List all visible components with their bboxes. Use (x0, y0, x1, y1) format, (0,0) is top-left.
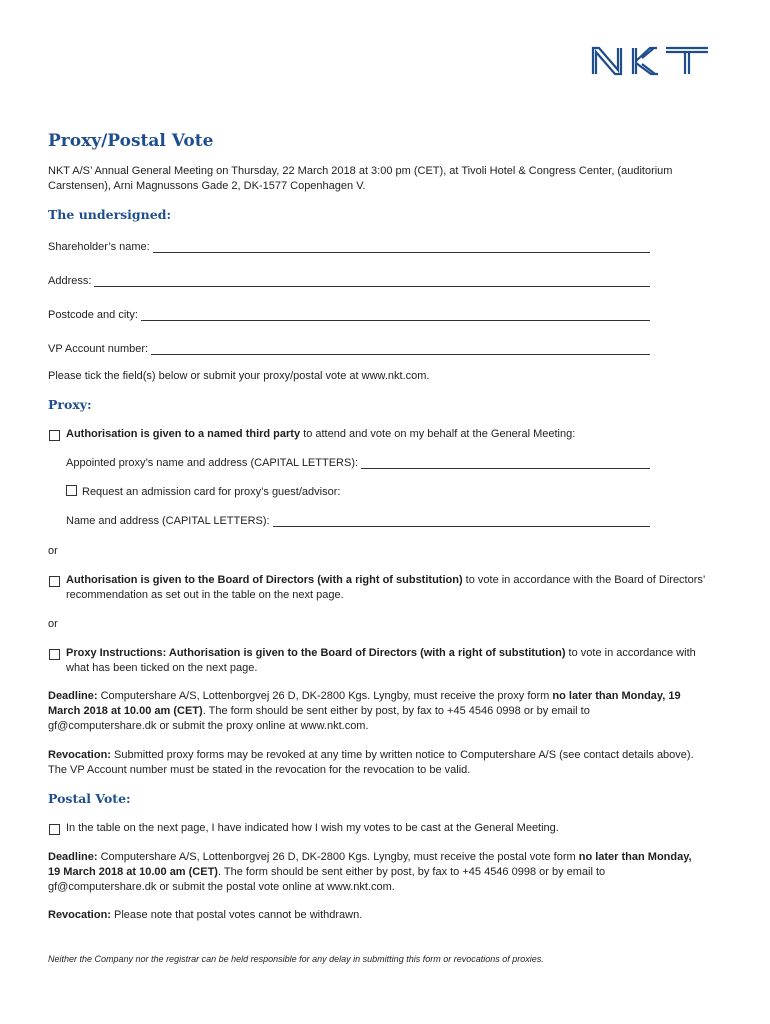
vp-account-field[interactable] (48, 342, 650, 357)
proxy-instructions-checkbox[interactable] (49, 649, 60, 660)
shareholder-name-field[interactable] (48, 240, 650, 255)
proxy-revocation (48, 748, 698, 778)
postal-revocation-text: Please note that postal votes cannot be withdrawn. (110, 909, 363, 921)
proxy-revocation-label: Revocation: (48, 749, 111, 761)
postcode-city-label: Postcode and city: (48, 309, 138, 321)
proxy-board-checkbox[interactable] (49, 576, 60, 587)
proxy-board-rest: to vote in accordance with the Board of Directors’ recommendation as set out in the table on the next page. (66, 574, 705, 601)
nkt-logo-mark (590, 44, 712, 76)
guest-name-address-label: Name and address (CAPITAL LETTERS): (66, 515, 270, 527)
postal-deadline-text1: Computershare A/S, Lottenborgvej 26 D, DK-2800 Kgs. Lyngby, must receive the postal vote form (97, 851, 579, 863)
proxy-instructions-text (66, 646, 716, 676)
postal-deadline (48, 850, 698, 895)
or-separator-2: or (48, 618, 58, 630)
proxy-deadline-label: Deadline: (48, 690, 98, 702)
proxy-instructions-bold: Proxy Instructions: Authorisation is given to the Board of Directors (with a right of substitution) (66, 647, 566, 659)
appointed-proxy-label: Appointed proxy’s name and address (CAPITAL LETTERS): (66, 457, 359, 469)
postal-deadline-bold: no later than Monday, 19 March 2018 at 10.00 am (CET) (48, 851, 692, 878)
tick-instruction: Please tick the field(s) below or submit your proxy/postal vote at www.nkt.com. (48, 370, 430, 382)
proxy-deadline-text2: . The form should be sent either by post, by fax to +45 4546 0998 or by email to gf@computershare.dk or submit the proxy online at www.nkt.com. (48, 705, 590, 732)
postal-revocation-label: Revocation: (48, 909, 111, 921)
page-title: Proxy/Postal Vote (48, 131, 214, 151)
nkt-logo (590, 44, 712, 76)
logo-text (712, 44, 713, 45)
admission-card-label: Request an admission card for proxy’s guest/advisor: (82, 486, 341, 498)
postal-revocation (48, 908, 698, 923)
meeting-intro: NKT A/S’ Annual General Meeting on Thursday, 22 March 2018 at 3:00 pm (CET), at Tivoli Hotel & Congress Center, (auditorium Carstensen), Arni Magnussons Gade 2, DK-1577 Copenhagen V. (48, 165, 673, 192)
address-label: Address: (48, 275, 92, 287)
proxy-heading: Proxy: (48, 397, 92, 412)
postal-vote-text: In the table on the next page, I have indicated how I wish my votes to be cast at the General Meeting. (66, 822, 559, 834)
undersigned-heading: The undersigned: (48, 207, 172, 222)
proxy-deadline (48, 689, 698, 734)
address-field[interactable] (48, 274, 650, 289)
proxy-deadline-bold: no later than Monday, 19 March 2018 at 10.00 am (CET) (48, 690, 681, 717)
admission-card-row (66, 485, 340, 500)
guest-name-address-field[interactable] (66, 514, 650, 529)
disclaimer: Neither the Company nor the registrar can be held responsible for any delay in submitting this form or revocations of proxies. (48, 954, 544, 964)
appointed-proxy-field[interactable] (66, 456, 650, 471)
or-separator-1: or (48, 545, 58, 557)
proxy-third-party-text (66, 427, 575, 442)
vp-account-label: VP Account number: (48, 343, 149, 355)
proxy-third-party-checkbox[interactable] (49, 430, 60, 441)
proxy-third-party-rest: to attend and vote on my behalf at the General Meeting: (300, 428, 576, 440)
shareholder-name-label: Shareholder’s name: (48, 241, 150, 253)
postal-vote-heading: Postal Vote: (48, 791, 131, 806)
proxy-instructions-rest: to vote in accordance with what has been ticked on the next page. (66, 647, 696, 674)
postcode-city-field[interactable] (48, 308, 650, 323)
proxy-deadline-text1: Computershare A/S, Lottenborgvej 26 D, DK-2800 Kgs. Lyngby, must receive the proxy form (97, 690, 553, 702)
proxy-third-party-bold: Authorisation is given to a named third party (66, 428, 301, 440)
postal-deadline-label: Deadline: (48, 851, 98, 863)
postal-deadline-text2: . The form should be sent either by post, by fax to +45 4546 0998 or by email to gf@computershare.dk or submit the postal vote online at www.nkt.com. (48, 866, 606, 893)
proxy-board-bold: Authorisation is given to the Board of Directors (with a right of substitution) (66, 574, 463, 586)
postal-vote-checkbox[interactable] (49, 824, 60, 835)
proxy-board-text (66, 573, 706, 603)
proxy-revocation-text: Submitted proxy forms may be revoked at any time by written notice to Computershare A/S (see contact details above). The VP Account number must be stated in the revocation for the revocation to be valid. (48, 749, 694, 776)
admission-card-checkbox[interactable] (66, 485, 77, 496)
